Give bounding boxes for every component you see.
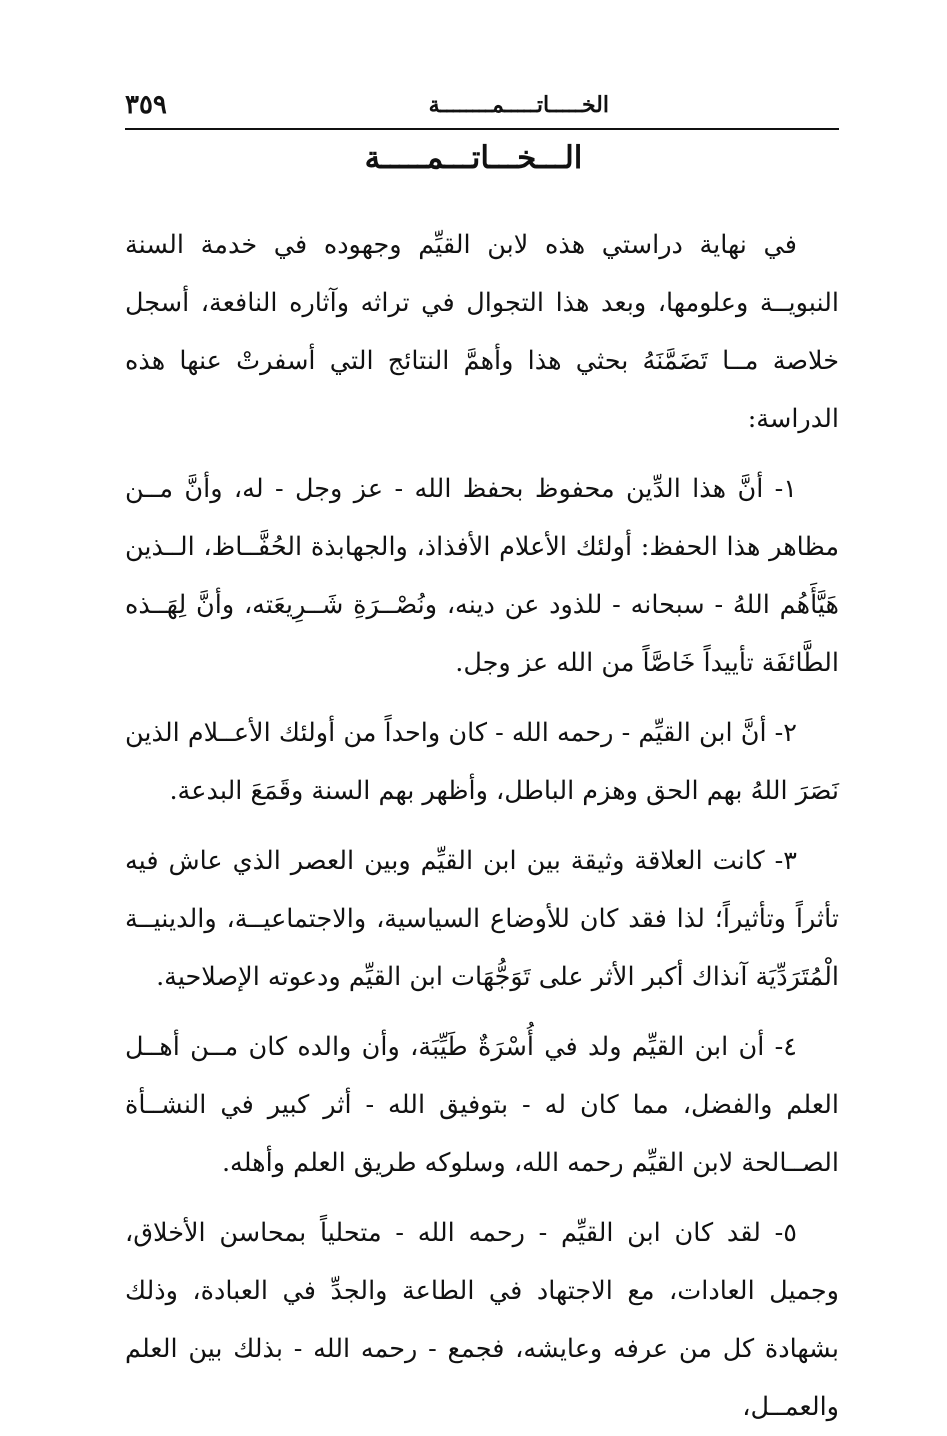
finding-2-paragraph: ٢- أنَّ ابن القيِّم - رحمه الله - كان واحداً من أولئك الأعــلام الذين نَصَرَ اللهُ بهم الحق وهزم الباطل، وأظهر بهم السنة وقَمَعَ البدعة. <box>125 718 839 806</box>
intro-paragraph: في نهاية دراستي هذه لابن القيِّم وجهوده في خدمة السنة النبويــة وعلومها، وبعد هذا التجوال في تراثه وآثاره النافعة، أسجل خلاصة مــا تَضَمَّنَهُ بحثي هذا وأهمَّ النتائج التي أسفرتْ عنها هذه الدراسة: <box>125 230 839 434</box>
finding-3-paragraph: ٣- كانت العلاقة وثيقة بين ابن القيِّم وبين العصر الذي عاش فيه تأثراً وتأثيراً؛ لذا فقد كان للأوضاع السياسية، والاجتماعيــة، والدينيــة الْمُتَرَدِّيَة آنذاك أكبر الأثر على تَوَجُّهَات ابن القيِّم ودعوته الإصلاحية. <box>125 846 839 992</box>
page-number: ٣٥٩ <box>125 90 167 120</box>
finding-4-paragraph: ٤- أن ابن القيِّم ولد في أُسْرَةٌ طَيِّبَة، وأن والده كان مــن أهــل العلم والفضل، مما كان له - بتوفيق الله - أثر كبير في النشــأة الصــالحة لابن القيِّم رحمه الله، وسلوكه طريق العلم وأهله. <box>125 1032 839 1178</box>
running-title: الخـــــاتـــــمــــــــة <box>428 92 609 118</box>
body-text <box>125 216 839 1436</box>
running-header <box>125 88 839 130</box>
finding-5-paragraph: ٥- لقد كان ابن القيِّم - رحمه الله - متحلياً بمحاسن الأخلاق، وجميل العادات، مع الاجتهاد في الطاعة والجدِّ في العبادة، وذلك بشهادة كل من عرفه وعايشه، فجمع - رحمه الله - بذلك بين العلم والعمــل، <box>125 1218 839 1422</box>
finding-1-paragraph: ١- أنَّ هذا الدِّين محفوظ بحفظ الله - عز وجل - له، وأنَّ مــن مظاهر هذا الحفظ: أولئك الأعلام الأفذاذ، والجهابذة الحُفَّــاظ، الــذين هَيَّأَهُم اللهُ - سبحانه - للذود عن دينه، ونُصْــرَةِ شَــرِيعَته، وأنَّ لِهَــذه الطَّائفَة تأييداً خَاصَّاً من الله عز وجل. <box>125 474 839 678</box>
chapter-title: الـــخـــاتـــمـــــة <box>364 140 583 176</box>
